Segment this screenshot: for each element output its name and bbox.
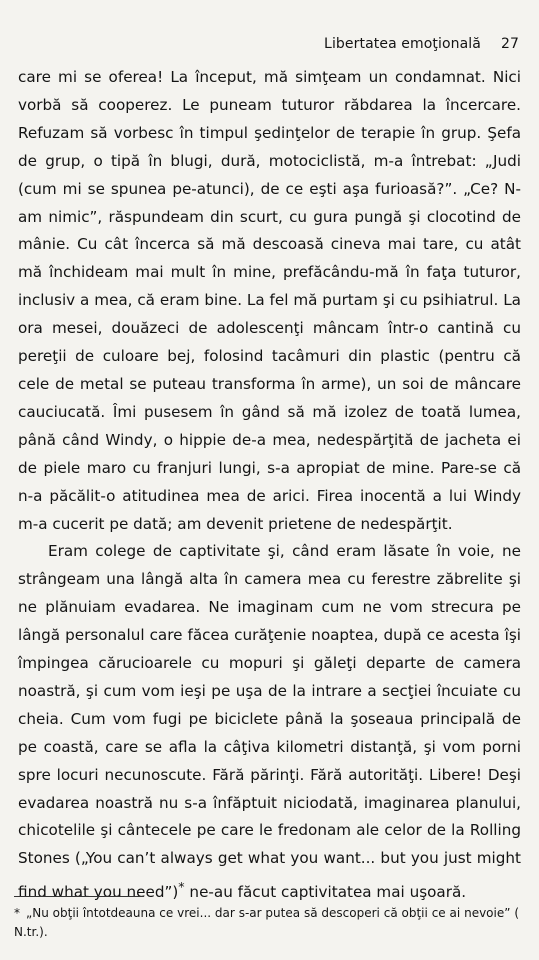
footnote-separator (14, 896, 144, 897)
chapter-title: Libertatea emoţională (324, 36, 481, 52)
paragraph-1: care mi se oferea! La început, mă simţeam un condamnat. Nici vorbă să cooperez. Le puneam tuturor răbdarea la încercare. Refuzam să vorbesc în timpul şedinţelor de terapie în grup. Şefa de grup, o tipă în blugi, dură, motociclistă, m-a întrebat: „Judi (cum mi se spunea pe-atunci), de ce eşti aşa furioasă?”. „Ce? N-am nimic”, răspundeam din scurt, cu gura pungă şi clocotind de mânie. Cu cât încerca să mă descoasă cineva mai tare, cu atât mă închideam mai mult în mine, prefăcându-mă în faţa tuturor, inclusiv a mea, că eram bine. La fel mă purtam şi cu psihiatrul. La ora mesei, douăzeci de adolescenţi mâncam într-o cantină cu pereţii de culoare bej, folosind tacâmuri din plastic (pentru că cele de metal se puteau transforma în arme), un soi de mâncare cauciucată. Îmi pusesem în gând să mă izolez de toată lumea, până când Windy, o hippie de-a mea, nedespărţită de jacheta ei de piele maro cu franjuri lungi, s-a apropiat de mine. Pare-se că n-a păcălit-o atitudinea mea de arici. Firea inocentă a lui Windy m-a cucerit pe dată; am devenit prietene de nedespărţit. (18, 68, 521, 533)
footnote-reference-mark: * (178, 879, 185, 895)
footnote-text: „Nu obţii întotdeauna ce vrei... dar s-ar putea să descoperi că obţii ce ai nevoie” ( N.tr.). (14, 906, 519, 939)
body-text (18, 64, 521, 907)
footnote (14, 904, 519, 942)
running-header (324, 36, 519, 52)
footnote-mark: * (14, 906, 20, 920)
paragraph-2-text: Eram colege de captivitate şi, când eram lăsate în voie, ne strângeam una lângă alta în camera mea cu ferestre zăbrelite şi ne plănuiam evadarea. Ne imaginam cum ne vom strecura pe lângă personalul care făcea curăţenie noaptea, după ce acesta îşi împingea cărucioarele cu mopuri şi găleţi departe de camera noastră, şi cum vom ieşi pe uşa de la intrare a secţiei încuiate cu cheia. Cum vom fugi pe biciclete până la şoseaua principală de pe coastă, care se afla la câţiva kilometri distanţă, şi vom porni spre locuri necunoscute. Fără părinţi. Fără autorităţi. Libere! Deşi evadarea noastră nu s-a înfăptuit niciodată, imaginarea planului, chicotelile şi cântecele pe care le fredonam ale celor de la Rolling Stones („You can’t always get what you want... but you just might find what you need”) (18, 542, 521, 902)
paragraph-2 (18, 538, 521, 907)
page-number: 27 (500, 36, 519, 52)
paragraph-2-end: ne-au făcut captivitatea mai uşoară. (184, 883, 467, 902)
